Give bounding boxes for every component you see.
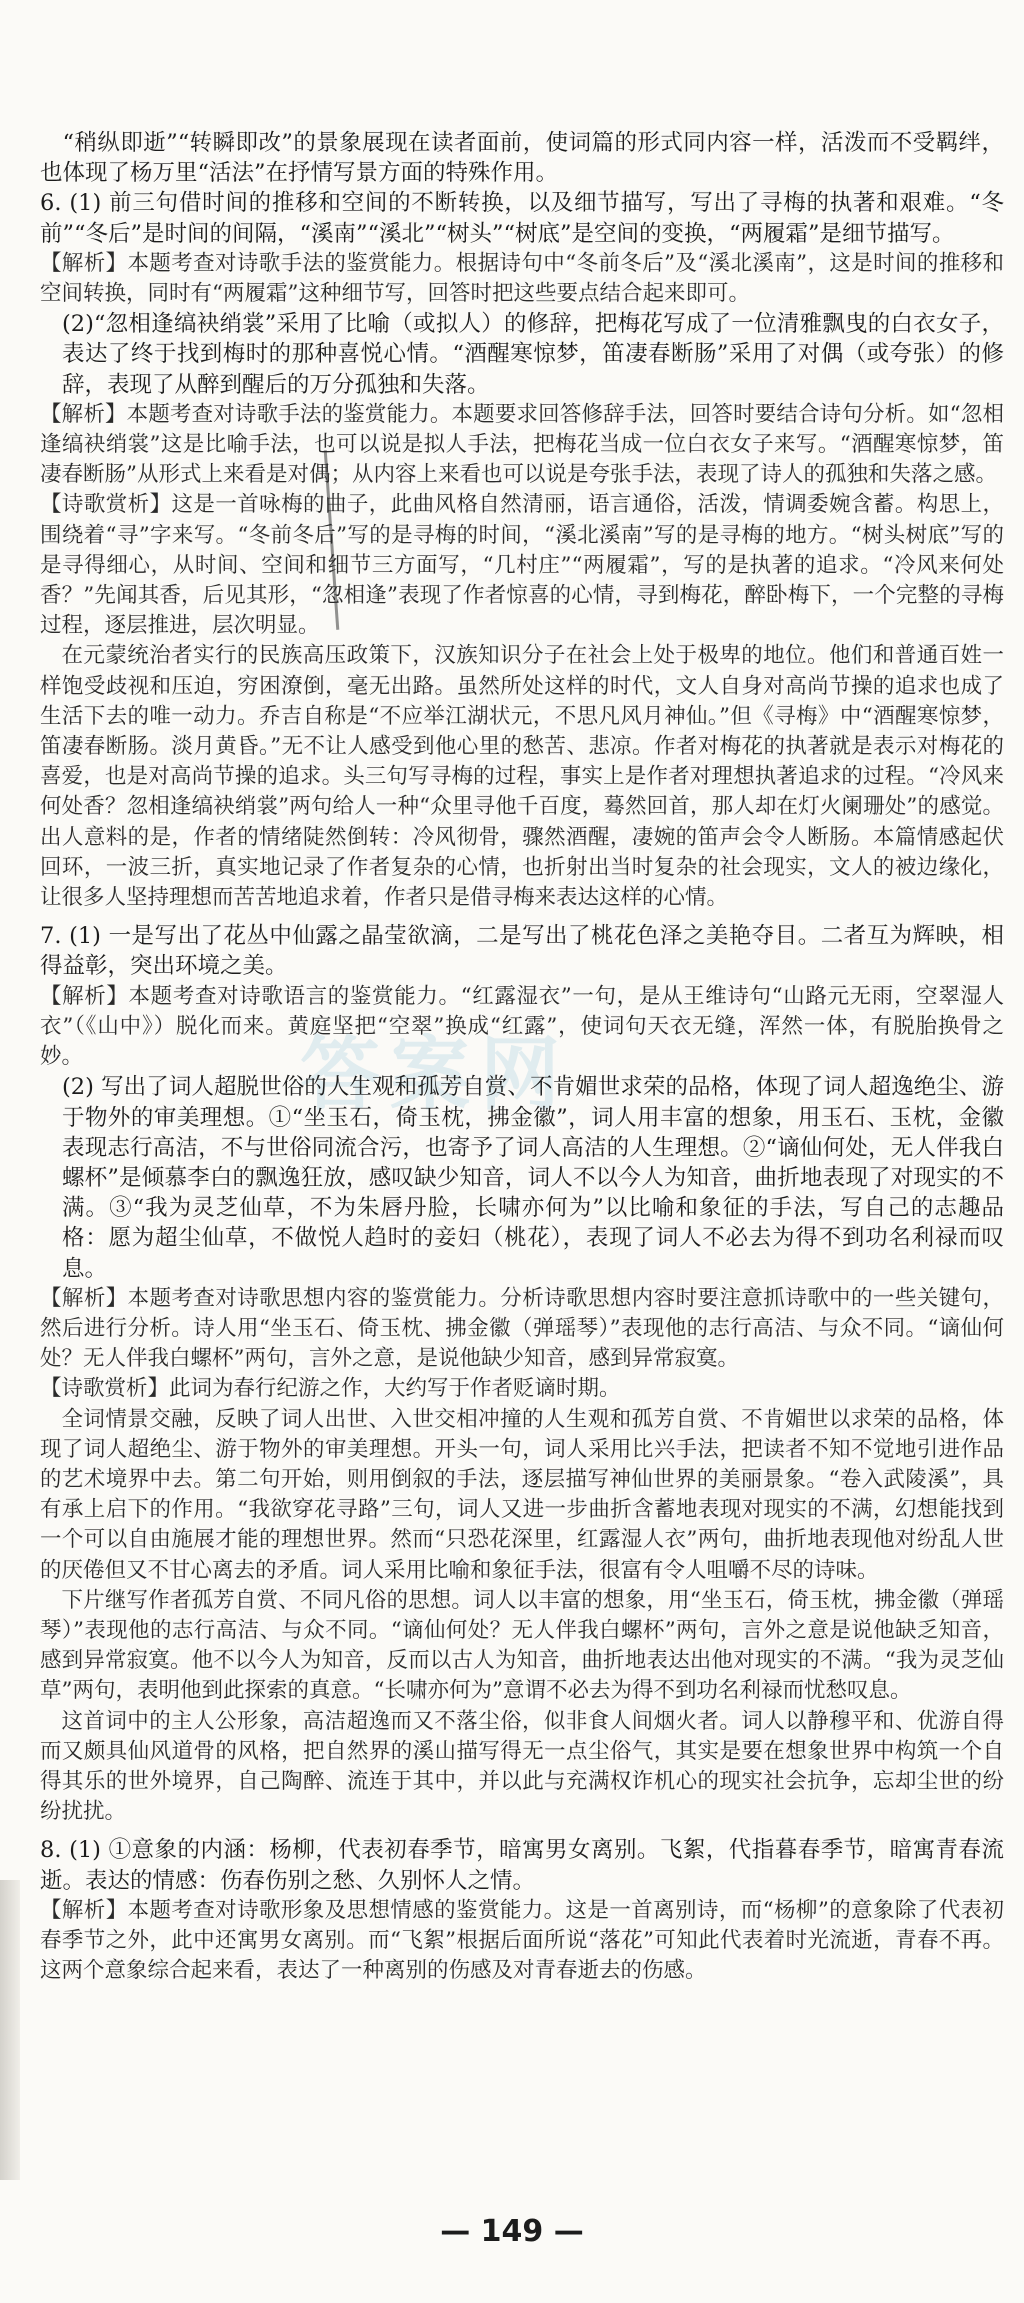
paragraph: 【解析】本题考查对诗歌语言的鉴赏能力。“红露湿衣”一句，是从王维诗句“山路元无雨，空翠湿人衣”（《山中》）脱化而来。黄庭坚把“空翠”换成“红露”，使词句天衣无缝，浑然一体，有脱胎换骨之妙。 (40, 983, 1004, 1070)
watermark: 答案网 (300, 1028, 570, 1121)
paragraph: 【诗歌赏析】这是一首咏梅的曲子，此曲风格自然清丽，语言通俗，活泼，情调委婉含蓄。构思上，围绕着“寻”字来写。“冬前冬后”写的是寻梅的时间，“溪北溪南”写的是寻梅的地方。“树头树底”写的是寻得细心，从时间、空间和细节三方面写，“几村庄”“两履霜”，写的是执著的追求。“冷风来何处香？”先闻其香，后见其形，“忽相逢”表现了作者惊喜的心情，寻到梅花，醉卧梅下，一个完整的寻梅过程，逐层推进，层次明显。 (40, 492, 1004, 639)
page-edge-shadow (0, 1880, 20, 2180)
page-number: — 149 — (440, 2214, 584, 2249)
paragraph: 6. (1) 前三句借时间的推移和空间的不断转换，以及细节描写，写出了寻梅的执著和艰难。“冬前”“冬后”是时间的间隔，“溪南”“溪北”“树头”“树底”是空间的变换，“两履霜”是细节描写。 (40, 190, 1004, 247)
paragraph: 【诗歌赏析】此词为春行纪游之作，大约写于作者贬谪时期。 (40, 1376, 621, 1402)
paragraph: (2) 写出了词人超脱世俗的人生观和孤芳自赏、不肯媚世求荣的品格，体现了词人超逸绝尘、游于物外的审美理想。①“坐玉石，倚玉枕，拂金徽”，词人用丰富的想象，用玉石、玉枕，金徽表现志行高洁，不与世俗同流合污，也寄予了词人高洁的人生理想。②“谪仙何处，无人伴我白螺杯”是倾慕李白的飘逸狂放，感叹缺少知音，词人不以今人为知音，曲折地表现了对现实的不满。③“我为灵芝仙草，不为朱唇丹脸，长啸亦何为”以比喻和象征的手法，写自己的志趣品格：愿为超尘仙草，不做悦人趋时的妾妇（桃花），表现了词人不必去为得不到功名利禄而叹息。 (62, 1074, 1004, 1282)
paragraph: 这首词中的主人公形象，高洁超逸而又不落尘俗，似非食人间烟火者。词人以静穆平和、优游自得而又颇具仙风道骨的风格，把自然界的溪山描写得无一点尘俗气，其实是要在想象世界中构筑一个自得其乐的世外境界，自己陶醉、流连于其中，并以此与充满权诈机心的现实社会抗争，忘却尘世的纷纷扰扰。 (40, 1708, 1004, 1825)
document-body (40, 128, 1004, 1986)
paragraph: “稍纵即逝”“转瞬即改”的景象展现在读者面前，使词篇的形式同内容一样，活泼而不受羁绊，也体现了杨万里“活法”在抒情写景方面的特殊作用。 (40, 130, 1004, 187)
paragraph: 全词情景交融，反映了词人出世、入世交相冲撞的人生观和孤芳自赏、不肯媚世以求荣的品格，体现了词人超绝尘、游于物外的审美理想。开头一句，词人采用比兴手法，把读者不知不觉地引进作品的艺术境界中去。第二句开始，则用倒叙的手法，逐层描写神仙世界的美丽景象。“卷入武陵溪”，具有承上启下的作用。“我欲穿花寻路”三句，词人又进一步曲折含蓄地表现对现实的不满，幻想能找到一个可以自由施展才能的理想世界。然而“只恐花深里，红露湿人衣”两句，曲折地表现他对纷乱人世的厌倦但又不甘心离去的矛盾。词人采用比喻和象征手法，很富有令人咀嚼不尽的诗味。 (40, 1406, 1004, 1583)
paragraph: 【解析】本题考查对诗歌思想内容的鉴赏能力。分析诗歌思想内容时要注意抓诗歌中的一些关键句，然后进行分析。诗人用“坐玉石、倚玉枕、拂金徽（弹瑶琴）”表现他的志行高洁、与众不同。“谪仙何处？无人伴我白螺杯”两句，言外之意，是说他缺少知音，感到异常寂寞。 (40, 1285, 1004, 1372)
paragraph: 【解析】本题考查对诗歌形象及思想情感的鉴赏能力。这是一首离别诗，而“杨柳”的意象除了代表初春季节之外，此中还寓男女离别。而“飞絮”根据后面所说“落花”可知此代表着时光流逝，青春不再。这两个意象综合起来看，表达了一种离别的伤感及对青春逝去的伤感。 (40, 1897, 1004, 1984)
paragraph: 【解析】本题考查对诗歌手法的鉴赏能力。本题要求回答修辞手法，回答时要结合诗句分析。如“忽相逢缟袂绡裳”这是比喻手法，也可以说是拟人手法，把梅花当成一位白衣女子来写。“酒醒寒惊梦，笛凄春断肠”从形式上来看是对偶；从内容上来看也可以说是夸张手法，表现了诗人的孤独和失落之感。 (40, 401, 1004, 488)
paragraph: 下片继写作者孤芳自赏、不同凡俗的思想。词人以丰富的想象，用“坐玉石，倚玉枕，拂金徽（弹瑶琴）”表现他的志行高洁、与众不同。“谪仙何处？无人伴我白螺杯”两句，言外之意是说他缺乏知音，感到异常寂寞。他不以今人为知音，反而以古人为知音，曲折地表达出他对现实的不满。“我为灵芝仙草”两句，表明他到此探索的真意。“长啸亦何为”意谓不必去为得不到功名利禄而忧愁叹息。 (40, 1587, 1004, 1704)
paragraph: 【解析】本题考查对诗歌手法的鉴赏能力。根据诗句中“冬前冬后”及“溪北溪南”，这是时间的推移和空间转换，同时有“两履霜”这种细节写，回答时把这些要点结合起来即可。 (40, 250, 1004, 307)
paragraph: (2)“忽相逢缟袂绡裳”采用了比喻（或拟人）的修辞，把梅花写成了一位清雅飘曳的白衣女子，表达了终于找到梅时的那种喜悦心情。“酒醒寒惊梦，笛凄春断肠”采用了对偶（或夸张）的修辞，表现了从醉到醒后的万分孤独和失落。 (62, 311, 1004, 398)
paragraph: 7. (1) 一是写出了花丛中仙露之晶莹欲滴，二是写出了桃花色泽之美艳夺目。二者互为辉映，相得益彰，突出环境之美。 (40, 923, 1004, 980)
paragraph: 在元蒙统治者实行的民族高压政策下，汉族知识分子在社会上处于极卑的地位。他们和普通百姓一样饱受歧视和压迫，穷困潦倒，毫无出路。虽然所处这样的时代，文人自身对高尚节操的追求也成了生活下去的唯一动力。乔吉自称是“不应举江湖状元，不思凡风月神仙。”但《寻梅》中“酒醒寒惊梦，笛凄春断肠。淡月黄昏。”无不让人感受到他心里的愁苦、悲凉。作者对梅花的执著就是表示对梅花的喜爱，也是对高尚节操的追求。头三句写寻梅的过程，事实上是作者对理想执著追求的过程。“冷风来何处香？忽相逢缟袂绡裳”两句给人一种“众里寻他千百度，蓦然回首，那人却在灯火阑珊处”的感觉。出人意料的是，作者的情绪陡然倒转：冷风彻骨，骤然酒醒，凄婉的笛声会令人断肠。本篇情感起伏回环，一波三折，真实地记录了作者复杂的心情，也折射出当时复杂的社会现实，文人的被边缘化，让很多人坚持理想而苦苦地追求着，作者只是借寻梅来表达这样的心情。 (40, 643, 1004, 911)
paragraph: 8. (1) ①意象的内涵：杨柳，代表初春季节，暗寓男女离别。飞絮，代指暮春季节，暗寓青春流逝。表达的情感：伤春伤别之愁、久别怀人之情。 (40, 1837, 1004, 1894)
